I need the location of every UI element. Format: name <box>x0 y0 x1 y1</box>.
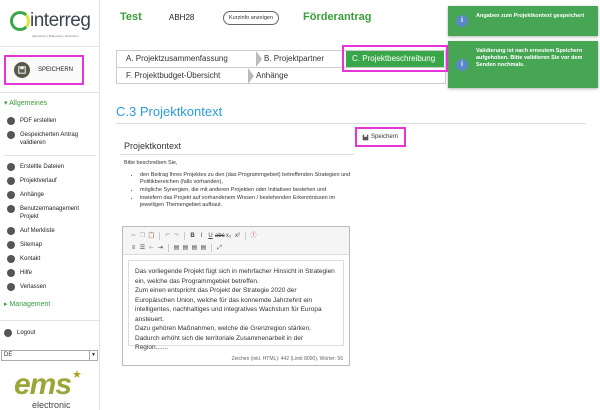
power-icon <box>4 329 12 337</box>
help-icon <box>7 269 15 277</box>
active-tab-highlight <box>342 45 448 72</box>
sidebar-action-1[interactable] <box>7 131 95 147</box>
strike-icon[interactable]: abc <box>215 232 225 239</box>
sidebar-item-label: PDF erstellen <box>20 118 57 124</box>
sidebar-save-button[interactable] <box>4 55 84 85</box>
header-code: ABH28 <box>169 13 195 22</box>
superscript-icon[interactable]: x² <box>235 232 240 239</box>
sidebar-item-label: Kontakt <box>20 256 41 262</box>
star-icon: ★ <box>72 369 82 381</box>
sidebar-item-2[interactable] <box>7 191 95 199</box>
tab-attachments[interactable]: Anhänge <box>256 71 289 80</box>
exit-icon <box>7 283 15 291</box>
tab-c[interactable]: C. Projektbeschreibung <box>346 51 444 67</box>
instruction-bullet: • den Beitrag Ihres Projektes zu den (das Programmgebiet) betreffenden Strategien und Politikbereichen (falls vorhanden), <box>140 172 354 186</box>
rich-text-editor[interactable] <box>122 226 350 366</box>
kurzinfo-button[interactable]: Kurzinfo anzeigen <box>223 11 279 25</box>
logout-link[interactable]: Logout <box>4 329 35 337</box>
pdf-icon <box>7 117 15 125</box>
copy-icon[interactable]: ❐ <box>139 232 146 239</box>
nav-list-main <box>7 163 95 297</box>
users-icon <box>7 205 15 213</box>
subsection-title: Projektkontext <box>124 141 182 151</box>
bullet-list-icon[interactable]: ☰ <box>139 244 146 251</box>
nav-section-management[interactable]: ▸ Management <box>4 301 51 308</box>
sidebar-item-label: Hilfe <box>20 270 33 276</box>
undo-icon[interactable]: ↶ <box>164 232 171 239</box>
sidebar-item-6[interactable] <box>7 255 95 263</box>
indent-icon[interactable]: ⇥ <box>157 244 164 251</box>
instruction-bullet: • inwiefern das Projekt auf vorhandenem Wissen / bestehenden Erkenntnissen im jeweiligen Themengebiet aufbaut. <box>140 195 354 209</box>
sidebar-item-label: Verlassen <box>20 284 47 290</box>
save-icon <box>362 134 369 141</box>
sitemap-icon <box>7 241 15 249</box>
page-title: Förderantrag <box>303 11 372 23</box>
tab-b[interactable]: B. Projektpartner <box>258 51 346 67</box>
logo-tagline: Alpenrhein | Bodensee | Hochrhein <box>32 34 79 38</box>
info-icon: i <box>456 59 468 71</box>
language-select[interactable]: DE ▼ <box>1 350 98 361</box>
content-save-button[interactable]: Speichern <box>355 127 406 147</box>
sidebar-item-label: Auf Merkliste <box>20 228 55 234</box>
logo-ring-icon <box>10 11 30 31</box>
editor-paragraph: Das vorliegende Projekt fügt sich in mehrfacher Hinsicht in Strategien ein, welche das Programmgebiet betreffen. <box>135 268 335 285</box>
ems-logo: ems ★ electronic <box>14 368 82 410</box>
fullscreen-icon[interactable]: ⤢ <box>217 244 222 251</box>
align-right-icon[interactable]: ▤ <box>191 244 198 251</box>
instruction-bullet: • mögliche Synergien, die mit anderen Projekten oder Initiativen bestehen und <box>140 187 354 194</box>
sidebar <box>0 0 100 410</box>
instructions: Bitte beschreiben Sie, • den Beitrag Ihres Projektes zu den (das Programmgebiet) betreffenden Strategien und Politikbereichen (falls vorhanden), • mögliche Synergien, die mit anderen Projekten oder Initiativen bestehen und • inwiefern das Projekt auf vorhandenem Wissen / bestehenden Erkenntnissen im jeweiligen Themengebiet aufbaut. <box>124 160 354 210</box>
contact-icon <box>7 255 15 263</box>
paste-icon[interactable]: 📋 <box>147 232 156 239</box>
sidebar-item-label: Benutzermanagement Projekt <box>20 206 80 220</box>
italic-icon[interactable]: I <box>200 232 203 239</box>
header-test: Test <box>120 11 142 23</box>
tab-a[interactable]: A. Projektzusammenfassung <box>120 51 256 67</box>
sidebar-item-label: Projektverlauf <box>20 178 57 184</box>
redo-icon[interactable]: ↷ <box>173 232 180 239</box>
files-icon <box>7 163 15 171</box>
sidebar-item-label: Gespeicherten Antrag validieren <box>20 132 79 146</box>
remove-format-icon[interactable]: Ⓣ <box>250 232 257 239</box>
align-center-icon[interactable]: ▤ <box>182 244 189 251</box>
sidebar-item-label: Sitemap <box>20 242 43 248</box>
toast-saved[interactable]: i Angaben zum Projektkontext gespeichert <box>448 6 598 36</box>
tab-f[interactable]: F. Projektbudget-Übersicht <box>120 68 248 84</box>
subscript-icon[interactable]: x₂ <box>225 232 232 239</box>
save-label: SPEICHERN <box>38 67 74 73</box>
bold-icon[interactable]: B <box>190 232 195 239</box>
editor-paragraph: Zum einen entspricht das Projekt der Strategie 2020 der Europäischen Union, welche für das konnemde Jahrzehnt ein intelligentes, nachhaltiges und integratives Wachstum für Europa ansteuert. <box>135 287 322 323</box>
justify-icon[interactable]: ▤ <box>200 244 207 251</box>
history-icon <box>7 177 15 185</box>
logo-word: interreg <box>30 10 91 31</box>
section-heading: C.3 Projektkontext <box>116 104 223 119</box>
chevron-down-icon: ▼ <box>89 351 97 360</box>
sidebar-item-label: Erstellte Dateien <box>20 164 65 170</box>
info-icon: i <box>456 15 468 27</box>
sidebar-item-label: Anhänge <box>20 192 45 198</box>
check-icon <box>7 131 15 139</box>
sidebar-item-8[interactable] <box>7 283 95 291</box>
sidebar-item-4[interactable] <box>7 227 95 235</box>
cut-icon[interactable]: ✂ <box>130 232 137 239</box>
sidebar-item-0[interactable] <box>7 163 95 171</box>
sidebar-item-7[interactable] <box>7 269 95 277</box>
interreg-logo[interactable] <box>8 8 96 38</box>
editor-paragraph: Dazu gehören Maßnahmen, welche die Grenzregion stärken. Dadurch erhöht sich die territoriale Zusammenarbeit in der Region....... <box>135 325 311 351</box>
bookmark-icon <box>7 227 15 235</box>
save-icon <box>14 62 30 78</box>
editor-content[interactable] <box>128 260 344 351</box>
sidebar-item-5[interactable] <box>7 241 95 249</box>
attachment-icon <box>7 191 15 199</box>
nav-section-allgemeines[interactable]: ▾ Allgemeines <box>4 100 48 107</box>
align-left-icon[interactable]: ▤ <box>173 244 180 251</box>
sidebar-item-1[interactable] <box>7 177 95 185</box>
editor-toolbar <box>123 227 349 255</box>
sidebar-item-3[interactable] <box>7 205 95 221</box>
toast-validation[interactable]: i Validierung ist nach erneutem Speichern aufgehoben. Bitte validieren Sie vor dem Senden nochmals. <box>448 41 598 88</box>
numbered-list-icon[interactable]: ≡ <box>131 244 136 251</box>
editor-status: Zeichen (inkl. HTML): 442 (Limit 8000), Wörter: 56 <box>231 356 343 362</box>
outdent-icon[interactable]: ⇤ <box>148 244 155 251</box>
underline-icon[interactable]: U <box>208 232 213 239</box>
sidebar-action-0[interactable] <box>7 117 95 125</box>
nav-list-actions <box>7 117 95 153</box>
